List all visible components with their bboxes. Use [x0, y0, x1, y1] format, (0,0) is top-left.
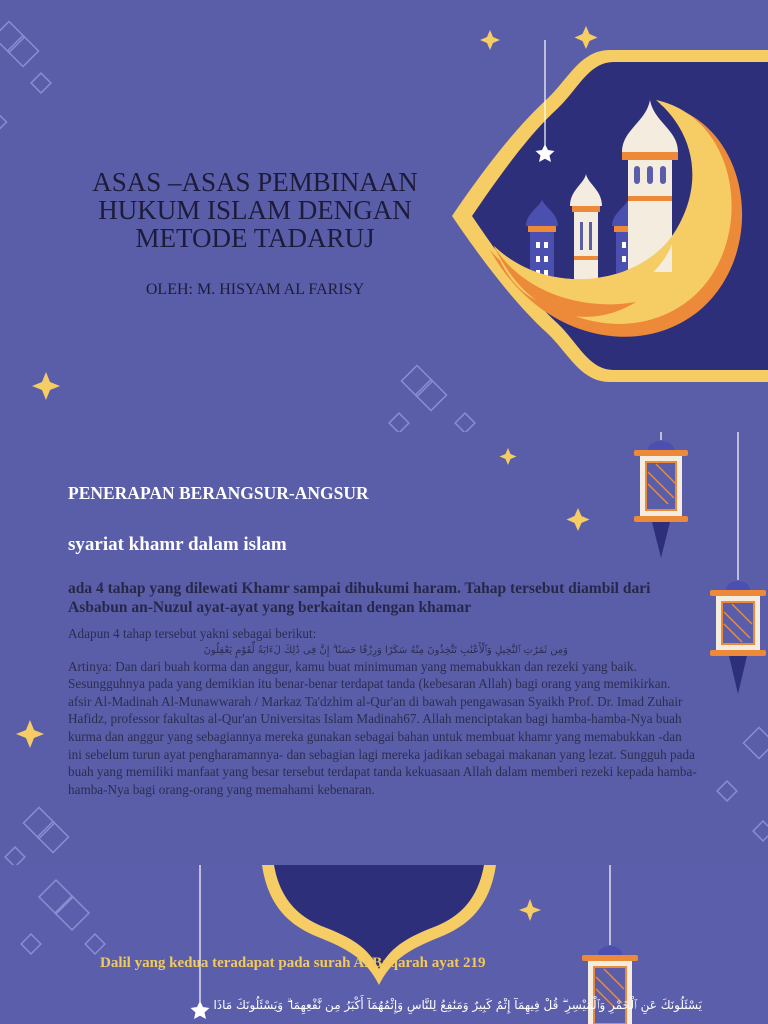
title-line: ASAS –ASAS PEMBINAAN	[92, 167, 418, 197]
body-line: Adapun 4 tahap tersebut yakni sebagai berikut:	[68, 626, 317, 641]
slide-title	[0, 0, 768, 432]
slide-dalil	[0, 865, 768, 1024]
section-body	[68, 625, 698, 798]
sparkle-star-icon	[519, 899, 541, 921]
lantern-icon	[634, 432, 688, 558]
sparkle-star-icon	[500, 448, 517, 465]
tafsir-text: afsir Al-Madinah Al-Munawwarah / Markaz Ta'dzhim al-Qur'an di bawah pengawasan Syaikh Prof. Dr. Imad Zuhair Hafidz, professor fakultas al-Qur'an Universitas Islam Madinah67. Allah menciptakan bagi hamba-hamba-Nya buah kurma dan anggur yang sebagiannya mereka gunakan sebagai bahan untuk membuat khamr yang memabukkan -dan ini sebelum turun ayat pengharamannya- dan sebagian lagi mereka jadikan sebagai makanan yang lezat. Sungguh pada buah yang memiliki manfaat yang besar tersebut terdapat tanda kekuasaan Allah dalam memberi rezeki kepada hamba-hamba-Nya bagi orang-orang yang memahami kebenaran.	[68, 693, 697, 797]
section-title: PENERAPAN BERANGSUR-ANGSUR	[68, 483, 369, 503]
title-line: METODE TADARUJ	[135, 223, 375, 253]
slide-content	[0, 432, 768, 865]
arabic-verse: يَسْئَلُونَكَ عَنِ ٱلْخَمْرِ وَٱلْمَيْسِرِ ۖ قُلْ فِيهِمَآ إِثْمٌ كَبِيرٌ وَمَنَٰفِعُ لِلنَّاسِ وَإِثْمُهُمَآ أَكْبَرُ مِن نَّفْعِهِمَا ۗ وَيَسْئَلُونَكَ مَاذَا	[213, 998, 702, 1012]
arabic-verse: وَمِن ثَمَرَٰتِ ٱلنَّخِيلِ وَٱلْأَعْنَٰبِ تَتَّخِذُونَ مِنْهُ سَكَرًا وَرِزْقًا حَسَنًا ۗ إِنَّ فِى ذَٰلِكَ لَءَايَةً لِّقَوْمٍ يَعْقِلُونَ	[203, 644, 568, 656]
sparkle-star-icon	[32, 372, 60, 400]
sparkle-star-icon	[567, 508, 590, 531]
presentation-title	[40, 168, 470, 252]
section-intro: ada 4 tahap yang dilewati Khamr sampai dihukumi haram. Tahap tersebut diambil dari Asbabun an-Nuzul ayat-ayat yang berkaitan dengan khamar	[68, 580, 651, 616]
dalil-title: Dalil yang kedua teradapat pada surah Al Baqarah ayat 219	[100, 955, 486, 971]
lantern-icon	[710, 432, 766, 694]
mosque-crescent-illustration	[450, 40, 768, 390]
translation-text: Artinya: Dan dari buah korma dan anggur, kamu buat minimuman yang memabukkan dan rezeki yang baik. Sesungguhnya pada yang demikian itu benar-benar terdapat tanda (kebesaran Allah) bagi orang yang memikirkan.	[68, 658, 671, 692]
author-line: OLEH: M. HISYAM AL FARISY	[145, 281, 365, 298]
sparkle-star-icon	[16, 720, 44, 748]
title-line: HUKUM ISLAM DENGAN	[98, 195, 412, 225]
hanging-star-icon	[191, 1001, 210, 1019]
section-subtitle: syariat khamr dalam islam	[68, 534, 287, 555]
